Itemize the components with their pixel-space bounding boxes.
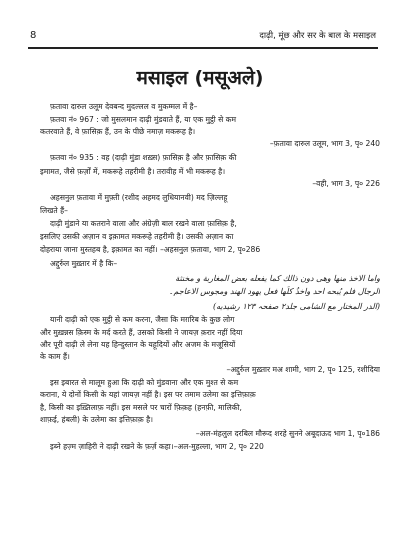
body-line: दोहराया जाना मुस्तहब है, इक़ामत का नहीं। –अहसनुल फ़तावा, भाग 2, पृ०286 xyxy=(40,245,261,254)
body-line: इसलिए उसकी अज़ान व इक़ामत मकरूहे तहरीमी है। उसकी अज़ान का xyxy=(40,232,234,241)
body-line: और पूरी दाढ़ी ले लेना यह हिन्दुस्तान के यहूदियों और अजम के मजूसियों xyxy=(40,340,236,349)
body-line: इस इबारत से मालूम हुआ कि दाढ़ी को मुंडवाना और एक मुश्त से कम xyxy=(50,378,239,387)
body-line: अद्दुर्रुल मुख़्तार में है कि– xyxy=(50,259,118,268)
body-line: के काम हैं। xyxy=(40,352,70,361)
body-line: कराना, ये दोनों किसी के यहां जायज़ नहीं है। इस पर तमाम उलेमा का इत्तिफ़ाक़ xyxy=(40,390,256,399)
arabic-quote-line: واما الاخذ منها وهى دون ذالك كما يفعله بعض المغاربة و مخنثة xyxy=(175,274,380,283)
arabic-quote-line: (الدر المختار مع الشامی جلد٢ صفحہ ١٢٣ رشيديه) xyxy=(212,302,380,311)
body-line: –वही, भाग 3, पृ० 226 xyxy=(312,179,380,188)
section-title: मसाइल (मसूअले) xyxy=(136,67,264,89)
body-line: शाफ़ई, हंबली) के उलेमा का इत्तिफ़ाक़ है। xyxy=(40,415,154,424)
body-line: इमामत, जैसे फ़र्ज़ों में, मकरूहे तहरीमी है। तरावीह में भी मकरूह है। xyxy=(40,167,226,176)
body-line: –फ़तावा दारुल उलूम, भाग 3, पृ० 240 xyxy=(269,139,380,148)
body-line: फ़तावा दारुल उलूम देवबन्द मुदल्लल व मुकम्मल में है– xyxy=(50,102,198,111)
body-line: यानी दाढ़ी को एक मुट्ठी से कम करना, जैसा कि मग़रिब के कुछ लोग xyxy=(50,315,235,324)
body-line: है, किसी का इख़्तिलाफ़ नहीं। इस मसले पर चारों फ़िक़ह (हनफ़ी, मालिकी, xyxy=(40,403,242,412)
body-line: कतरवाते हैं, वे फ़ासिक़ हैं, उन के पीछे नमाज़ मकरूह है। xyxy=(40,127,196,136)
body-line: –अद्दुर्रुल मुख़्तार मअ शामी, भाग 2, पृ० 125, रशीदिया xyxy=(226,365,380,374)
page-header xyxy=(30,30,376,44)
body-line: दाढ़ी मुंडाने या कतराने वाला और अंग्रेज़ी बाल रखने वाला फ़ासिक़ है, xyxy=(50,219,237,228)
page-number: 8 xyxy=(30,30,37,41)
running-title: दाढ़ी, मूंछ और सर के बाल के मसाइल xyxy=(259,31,376,41)
body-line: और मुख़न्नस क़िस्म के मर्द करते हैं, उसको किसी ने जायज़ क़रार नहीं दिया xyxy=(40,328,243,337)
body-line: अहसनुल फ़तावा में मुफ़्ती (रशीद अहमद लुधियानवी) मद ज़िल्लहू xyxy=(50,193,228,202)
body-line: फ़तवा नं० 967 : जो मुसलमान दाढ़ी मुंडवाते हैं, या एक मुट्ठी से कम xyxy=(50,115,237,124)
arabic-quote-line: الرجال فلم يُبحه احد واخذُ كلِّها فعل يهود الهند ومجوس الاعاجم۔ xyxy=(168,287,380,296)
body-line: –अल-मंहलुल दरबिल मौरूद शरहे सुनने अबूदाऊद भाग 1, पृ०186 xyxy=(195,429,380,438)
body-line: इब्ने हज़्म ज़ाहिरी ने दाढ़ी रखने के फ़र्ज़ कहा।–अल-मुहल्ला, भाग 2, पृ० 220 xyxy=(50,442,264,451)
header-rule xyxy=(28,47,378,49)
body-line: लिखते हैं– xyxy=(40,206,68,215)
body-line: फ़तवा नं० 935 : वह (दाढ़ी मुंडा शख़्स) फ़ासिक़ है और फ़ासिक़ की xyxy=(50,153,237,162)
